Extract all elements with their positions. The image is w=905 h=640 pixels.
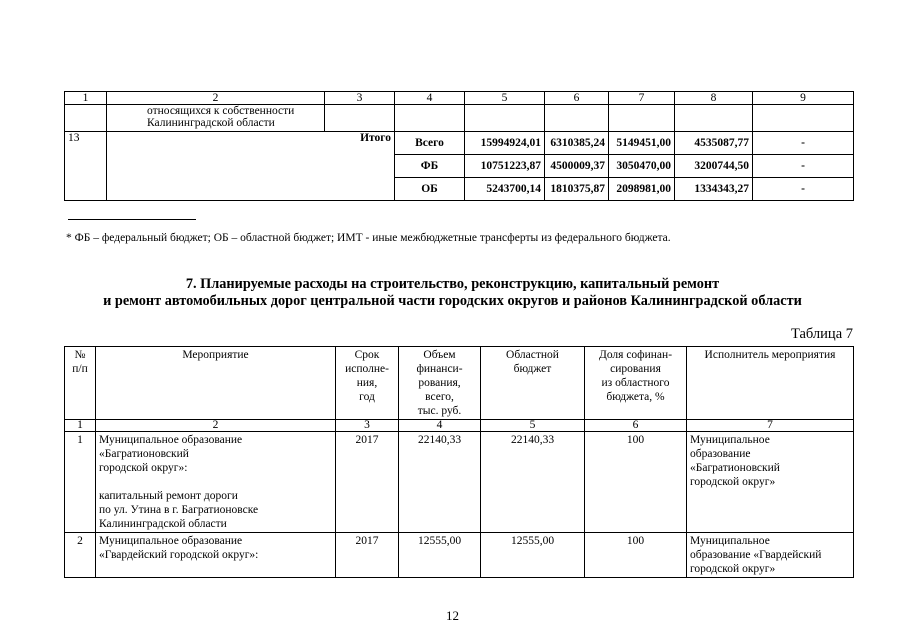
event-cell: Муниципальное образование «Гвардейский городской округ»: <box>96 533 336 578</box>
table1-row-label: Всего <box>395 132 465 155</box>
table2-header-cell: Исполнитель мероприятия <box>687 347 854 420</box>
table1-row-number: 13 <box>65 132 107 201</box>
event-cell: Муниципальное образование «Багратионовский городской округ»: капитальный ремонт дороги по ул. Утина в г. Багратионовске Калининградской области <box>96 432 336 533</box>
table1-cell: 2098981,00 <box>609 178 675 201</box>
table2-header-cell: Срок исполне- ния, год <box>336 347 399 420</box>
table-row <box>65 533 854 578</box>
table2-col-number: 2 <box>96 420 336 432</box>
table1-cell: - <box>753 178 854 201</box>
table2-header-cell: № п/п <box>65 347 96 420</box>
total-cell: 12555,00 <box>399 533 481 578</box>
table1-col-number: 3 <box>325 92 395 105</box>
regional-budget-cell: 12555,00 <box>481 533 585 578</box>
table1-continuation-text: относящихся к собственности Калининградской области <box>107 105 325 132</box>
table2-col-number: 6 <box>585 420 687 432</box>
table2-header-cell: Мероприятие <box>96 347 336 420</box>
year-cell: 2017 <box>336 533 399 578</box>
footnote: * ФБ – федеральный бюджет; ОБ – областной бюджет; ИМТ - иные межбюджетные трансферты из федерального бюджета. <box>66 232 671 244</box>
table1-row-label: ФБ <box>395 155 465 178</box>
table1-cell: 10751223,87 <box>465 155 545 178</box>
table1-row-label: ОБ <box>395 178 465 201</box>
table1-cell: 1334343,27 <box>675 178 753 201</box>
table2-col-number: 3 <box>336 420 399 432</box>
table1-cell: 3050470,00 <box>609 155 675 178</box>
table2-column-numbers-row <box>65 420 854 432</box>
table1-cell: 5243700,14 <box>465 178 545 201</box>
table2-header-cell: Областной бюджет <box>481 347 585 420</box>
section-title-line1: 7. Планируемые расходы на строительство, реконструкцию, капитальный ремонт <box>185 276 720 292</box>
table1-cell: - <box>753 155 854 178</box>
section-title <box>0 276 905 310</box>
table2-col-number: 5 <box>481 420 585 432</box>
table1-cell: 5149451,00 <box>609 132 675 155</box>
row-number: 2 <box>65 533 96 578</box>
table1-total-row <box>65 132 854 155</box>
table1-cell: 3200744,50 <box>675 155 753 178</box>
table-label: Таблица 7 <box>790 326 853 342</box>
regional-budget-cell: 22140,33 <box>481 432 585 533</box>
table1-col-number: 7 <box>609 92 675 105</box>
table2-header-row <box>65 347 854 420</box>
table1-itogo-label: Итого <box>107 132 395 201</box>
table1-col-number: 6 <box>545 92 609 105</box>
table1-cell: 15994924,01 <box>465 132 545 155</box>
table1-cell: 4535087,77 <box>675 132 753 155</box>
table1-col-number: 4 <box>395 92 465 105</box>
table1-cell: - <box>753 132 854 155</box>
road-expenses-table <box>64 346 854 578</box>
share-cell: 100 <box>585 432 687 533</box>
table1-header-row <box>65 92 854 105</box>
table2-header-cell: Доля софинан- сирования из областного бюджета, % <box>585 347 687 420</box>
table1-col-number: 2 <box>107 92 325 105</box>
table1-col-number: 9 <box>753 92 854 105</box>
row-number: 1 <box>65 432 96 533</box>
table1-col-number: 5 <box>465 92 545 105</box>
table1-col-number: 8 <box>675 92 753 105</box>
table2-col-number: 1 <box>65 420 96 432</box>
section-title-line2: и ремонт автомобильных дорог центральной части городских округов и районов Калининградской области <box>103 293 802 309</box>
table1-col-number: 1 <box>65 92 107 105</box>
table-row <box>65 432 854 533</box>
table2-header-cell: Объем финанси- рования, всего, тыс. руб. <box>399 347 481 420</box>
table2-col-number: 7 <box>687 420 854 432</box>
footnote-divider <box>68 219 196 220</box>
executor-cell: Муниципальное образование «Гвардейский городской округ» <box>687 533 854 578</box>
table1-cell: 6310385,24 <box>545 132 609 155</box>
table1-cell: 1810375,87 <box>545 178 609 201</box>
year-cell: 2017 <box>336 432 399 533</box>
table1-continuation-row <box>65 105 854 132</box>
table1-cell: 4500009,37 <box>545 155 609 178</box>
page-number: 12 <box>446 608 459 623</box>
executor-cell: Муниципальное образование «Багратионовский городской округ» <box>687 432 854 533</box>
budget-summary-table <box>64 91 854 201</box>
share-cell: 100 <box>585 533 687 578</box>
table2-col-number: 4 <box>399 420 481 432</box>
total-cell: 22140,33 <box>399 432 481 533</box>
